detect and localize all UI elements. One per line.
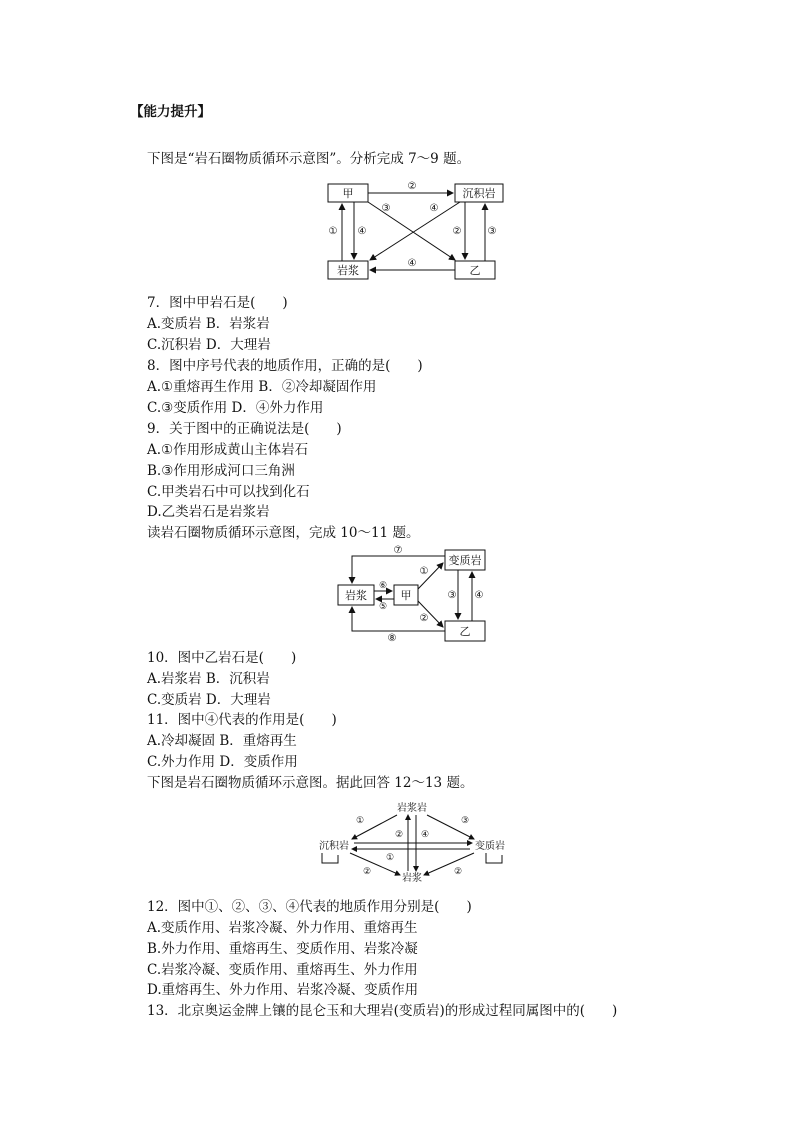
q9-option-d: D.乙类岩石是岩浆岩 [147,504,270,520]
label-magma: 岩浆 [402,873,422,884]
q10-options-ab: A.岩浆岩 B．沉积岩 [147,671,270,687]
label-ll: ② [362,867,372,877]
q11-stem: 11．图中④代表的作用是( ) [147,712,337,728]
q12-option-a: A.变质作用、岩浆冷凝、外力作用、重熔再生 [147,920,418,936]
q7-stem: 7．图中甲岩石是( ) [147,295,288,311]
box-yi-label: 乙 [459,625,471,638]
box-jia-label: 甲 [342,187,354,200]
label-4: ④ [474,590,484,601]
loop-sedimentary [322,853,338,863]
q9-option-a: A.①作用形成黄山主体岩石 [147,442,309,458]
q7-options-cd: C.沉积岩 D．大理岩 [147,337,271,353]
box-yi-label: 乙 [469,264,481,277]
label-igneous: 岩浆岩 [397,803,427,814]
box-magma-label: 岩浆 [337,264,359,277]
box-jia-label: 甲 [400,589,412,602]
label-5: ⑤ [378,602,388,612]
label-tl: ① [355,816,365,826]
label-tr: ③ [460,816,470,826]
q11-options-cd: C.外力作用 D．变质作用 [147,754,298,770]
label-right-a: ② [452,226,462,237]
label-mid: ① [385,853,395,863]
q9-option-c: C.甲类岩石中可以找到化石 [147,484,310,500]
intro-7-9: 下图是“岩石圈物质循环示意图”。分析完成 7～9 题。 [147,151,471,167]
q12-option-d: D.重熔再生、外力作用、岩浆冷凝、变质作用 [147,982,419,998]
diagram-rock-cycle-2 [330,545,490,645]
label-left-b: ④ [357,226,367,237]
q9-option-b: B.③作用形成河口三角洲 [147,463,295,479]
box-sedimentary-label: 沉积岩 [462,187,496,200]
q9-stem: 9．关于图中的正确说法是( ) [147,421,342,437]
q12-option-b: B.外力作用、重熔再生、变质作用、岩浆冷凝 [147,941,418,957]
arrow-meta-to-magma [424,853,474,875]
q13-stem: 13．北京奥运金牌上镶的昆仑玉和大理岩(变质岩)的形成过程同属图中的( ) [147,1003,618,1019]
label-metamorphic: 变质岩 [475,841,505,852]
label-lr: ② [453,867,463,877]
box-magma-label: 岩浆 [345,589,367,602]
label-6: ⑥ [378,581,388,591]
label-2: ② [419,613,429,624]
arrow-7 [352,556,445,583]
diagram-rock-cycle-1 [320,178,500,283]
intro-12-13: 下图是岩石圈物质循环示意图。据此回答 12～13 题。 [147,775,474,791]
label-bottom: ④ [407,258,417,269]
intro-10-11: 读岩石圈物质循环示意图，完成 10～11 题。 [147,525,420,541]
section-title: 【能力提升】 [130,104,211,120]
q10-stem: 10．图中乙岩石是( ) [147,650,297,666]
loop-metamorphic [486,853,502,863]
q8-options-cd: C.③变质作用 D．④外力作用 [147,400,324,416]
label-c4: ④ [420,830,430,840]
arrow-8 [352,607,445,631]
label-7: ⑦ [393,545,403,556]
label-8: ⑧ [387,633,397,644]
label-x-right: ④ [429,203,439,214]
diagram-rock-cycle-3 [312,799,512,889]
q8-options-ab: A.①重熔再生作用 B．②冷却凝固作用 [147,379,377,395]
q11-options-ab: A.冷却凝固 B．重熔再生 [147,733,297,749]
label-sedimentary: 沉积岩 [319,841,349,852]
q10-options-cd: C.变质岩 D．大理岩 [147,692,271,708]
label-right-b: ③ [487,226,497,237]
label-c2: ② [394,830,404,840]
q8-stem: 8．图中序号代表的地质作用，正确的是( ) [147,358,423,374]
label-x-left: ③ [381,203,391,214]
q7-options-ab: A.变质岩 B．岩浆岩 [147,316,270,332]
q12-stem: 12．图中①、②、③、④代表的地质作用分别是( ) [147,899,472,915]
label-top: ② [407,181,417,192]
label-1: ① [419,566,429,577]
label-left-a: ① [328,226,338,237]
q12-option-c: C.岩浆冷凝、变质作用、重熔再生、外力作用 [147,962,418,978]
label-3: ③ [447,590,457,601]
box-metamorphic-label: 变质岩 [448,554,482,567]
